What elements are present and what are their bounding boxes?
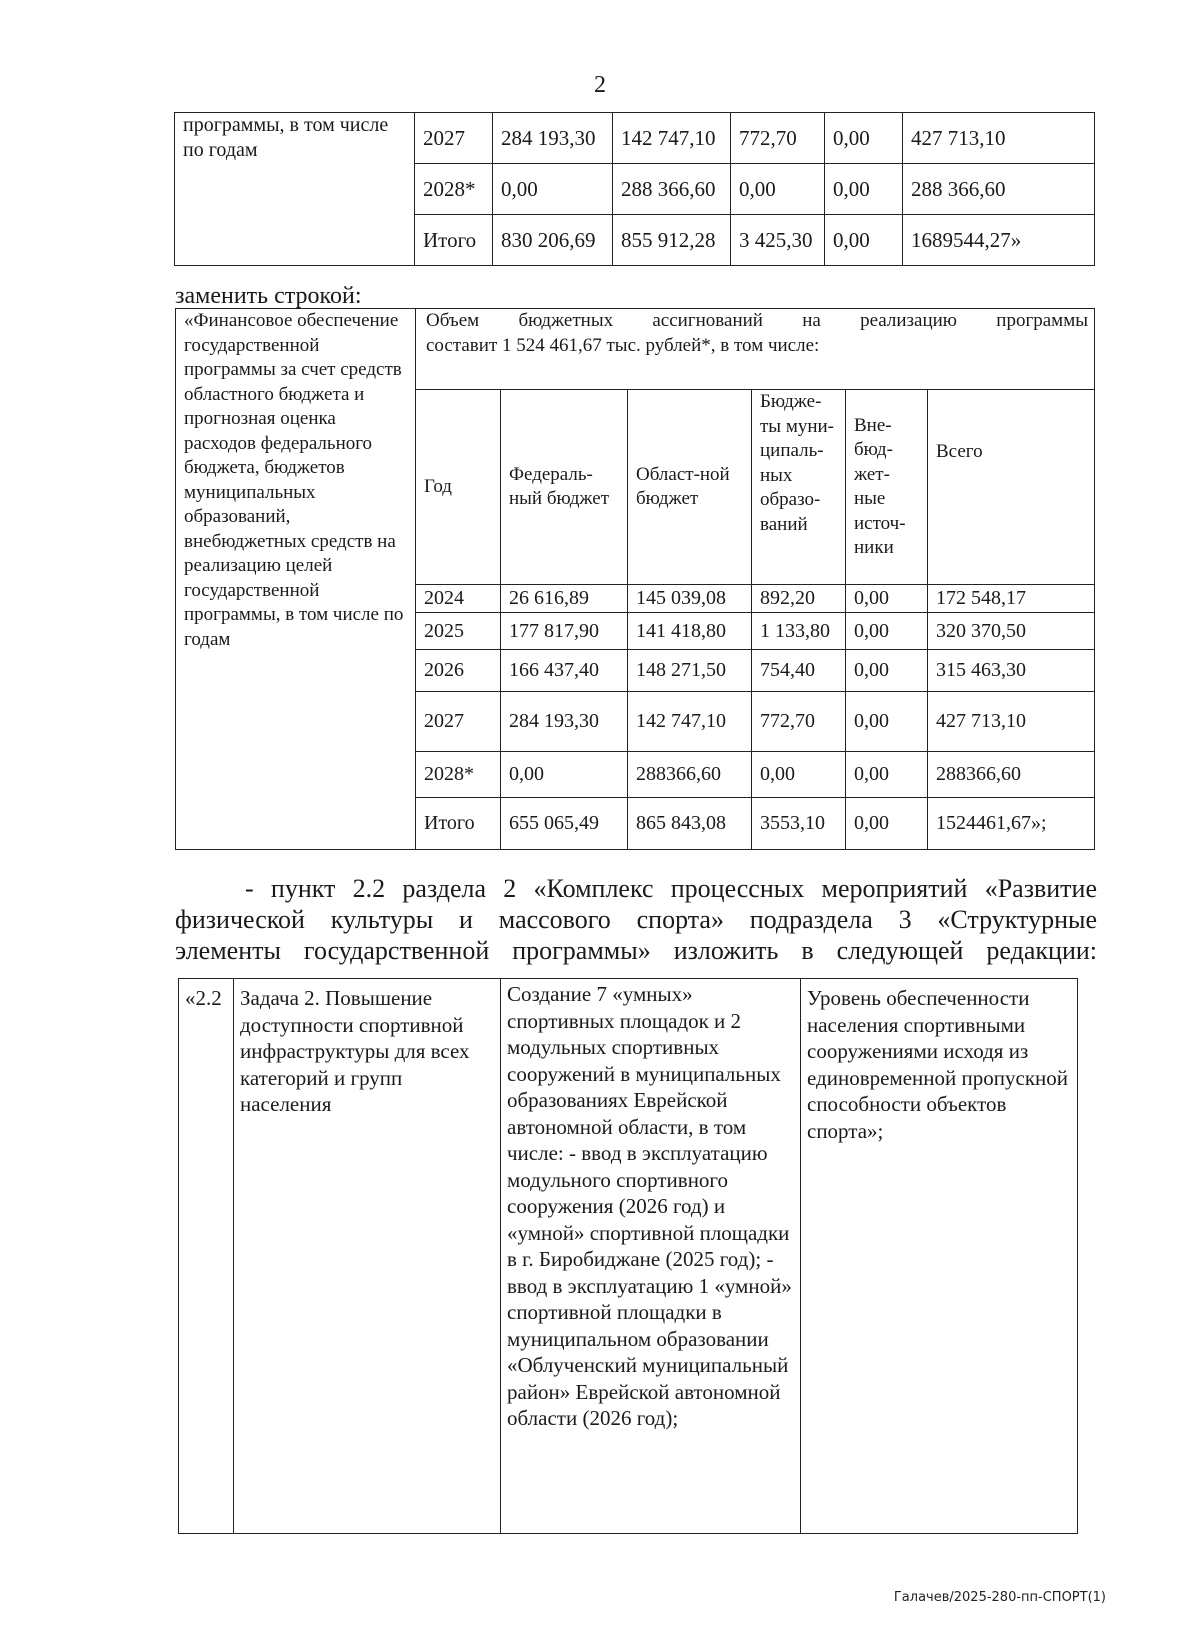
column-header: Област-ной бюджет <box>628 390 752 585</box>
table-row <box>179 979 1078 1534</box>
table-cell: 2024 <box>416 585 501 613</box>
column-header: Федераль-ный бюджет <box>501 390 628 585</box>
table-cell: 0,00 <box>846 798 928 850</box>
table-cell: 0,00 <box>752 752 846 798</box>
table-cell: 855 912,28 <box>613 215 731 266</box>
column-header: Год <box>416 390 501 585</box>
table-cell: 177 817,90 <box>501 613 628 650</box>
table-cell: 655 065,49 <box>501 798 628 850</box>
volume-header-line1: Объем бюджетных ассигнований на реализацию программы <box>426 310 1088 331</box>
table-cell: 172 548,17 <box>928 585 1095 613</box>
amendment-paragraph <box>175 873 1097 966</box>
table-cell: 427 713,10 <box>903 113 1095 164</box>
task-table <box>178 978 1078 1534</box>
table-cell: 288 366,60 <box>903 164 1095 215</box>
table-cell: 148 271,50 <box>628 650 752 692</box>
table-row <box>176 309 1095 390</box>
table-cell: 26 616,89 <box>501 585 628 613</box>
table-cell: 284 193,30 <box>501 692 628 752</box>
table-cell: 0,00 <box>825 164 903 215</box>
volume-header <box>416 309 1095 390</box>
page-number: 2 <box>594 72 606 98</box>
table-cell: 0,00 <box>731 164 825 215</box>
table-cell: 1 133,80 <box>752 613 846 650</box>
table-cell: 166 437,40 <box>501 650 628 692</box>
table-cell: 320 370,50 <box>928 613 1095 650</box>
table-cell: 892,20 <box>752 585 846 613</box>
table-cell: 2027 <box>415 113 493 164</box>
table-cell: 772,70 <box>731 113 825 164</box>
table-cell: 0,00 <box>846 585 928 613</box>
table-cell: 284 193,30 <box>493 113 613 164</box>
table-cell: 427 713,10 <box>928 692 1095 752</box>
column-header: Всего <box>928 390 1095 585</box>
table-cell: 288366,60 <box>628 752 752 798</box>
table-cell: 0,00 <box>846 752 928 798</box>
table-cell: 0,00 <box>501 752 628 798</box>
document-footer: Галачев/2025-280-пп-СПОРТ(1) <box>893 1590 1106 1605</box>
table-cell: Итого <box>416 798 501 850</box>
paragraph-line: элементы государственной программы» изложить в следующей редакции: <box>175 936 1097 965</box>
table-cell: 142 747,10 <box>613 113 731 164</box>
table-cell: 0,00 <box>493 164 613 215</box>
table-cell: 0,00 <box>846 692 928 752</box>
row-label: программы, в том числе по годам <box>175 113 415 266</box>
table-cell: 3553,10 <box>752 798 846 850</box>
row-label: «Финансовое обеспечение государственной программы за счет средств областного бюджета и прогнозная оценка расходов федерального бюджета, бюджетов муниципальных образований, внебюджетных средств на реализацию целей государственной программы, в том числе по годам <box>176 309 416 850</box>
table-cell: 1689544,27» <box>903 215 1095 266</box>
table-cell: 0,00 <box>846 613 928 650</box>
task-text: Задача 2. Повышение доступности спортивной инфраструктуры для всех категорий и групп населения <box>234 979 501 1534</box>
table-cell: 3 425,30 <box>731 215 825 266</box>
table-cell: 754,40 <box>752 650 846 692</box>
item-number: «2.2 <box>179 979 234 1534</box>
table-cell: 142 747,10 <box>628 692 752 752</box>
table-cell: 1524461,67»; <box>928 798 1095 850</box>
column-header: Вне-бюд-жет-ные источ-ники <box>846 390 928 585</box>
measures-text <box>501 979 801 1534</box>
paragraph-line: - пункт 2.2 раздела 2 «Комплекс процессных мероприятий «Развитие <box>245 874 1097 903</box>
table-cell: 0,00 <box>846 650 928 692</box>
table-cell: 145 039,08 <box>628 585 752 613</box>
table-cell: 288366,60 <box>928 752 1095 798</box>
table-cell: 830 206,69 <box>493 215 613 266</box>
table-cell: 2027 <box>416 692 501 752</box>
table-cell: 772,70 <box>752 692 846 752</box>
table-cell: 315 463,30 <box>928 650 1095 692</box>
table-cell: 141 418,80 <box>628 613 752 650</box>
table-row <box>175 113 1095 164</box>
indicator-text: Уровень обеспеченности населения спортивными сооружениями исходя из единовременной пропускной способности объектов спорта»; <box>801 979 1078 1534</box>
table-cell: 2025 <box>416 613 501 650</box>
table-cell: 2028* <box>415 164 493 215</box>
table-cell: 288 366,60 <box>613 164 731 215</box>
measures-value: Создание 7 «умных» спортивных площадок и 2 модульных спортивных сооружений в муниципальных образованиях Еврейской автономной области, в том числе: - ввод в эксплуатацию модульного спортивного сооружения (2026 год) и «умной» спортивной площадки в г. Биробиджане (2025 год); - ввод в эксплуатацию 1 «умной» спортивной площадки в муниципальном образовании «Облученский муниципальный район» Еврейской автономной области (2026 год); <box>507 982 792 1430</box>
financing-table <box>175 308 1095 850</box>
top-table <box>174 112 1095 266</box>
replace-instruction: заменить строкой: <box>175 283 362 309</box>
volume-header-line2: составит 1 524 461,67 тыс. рублей*, в том числе: <box>426 334 820 356</box>
table-cell: 865 843,08 <box>628 798 752 850</box>
table-cell: Итого <box>415 215 493 266</box>
table-cell: 2026 <box>416 650 501 692</box>
table-cell: 0,00 <box>825 215 903 266</box>
paragraph-line: физической культуры и массового спорта» подраздела 3 «Структурные <box>175 905 1097 934</box>
column-header: Бюдже-ты муни-ципаль-ных образо-ваний <box>752 390 846 585</box>
table-cell: 0,00 <box>825 113 903 164</box>
table-cell: 2028* <box>416 752 501 798</box>
